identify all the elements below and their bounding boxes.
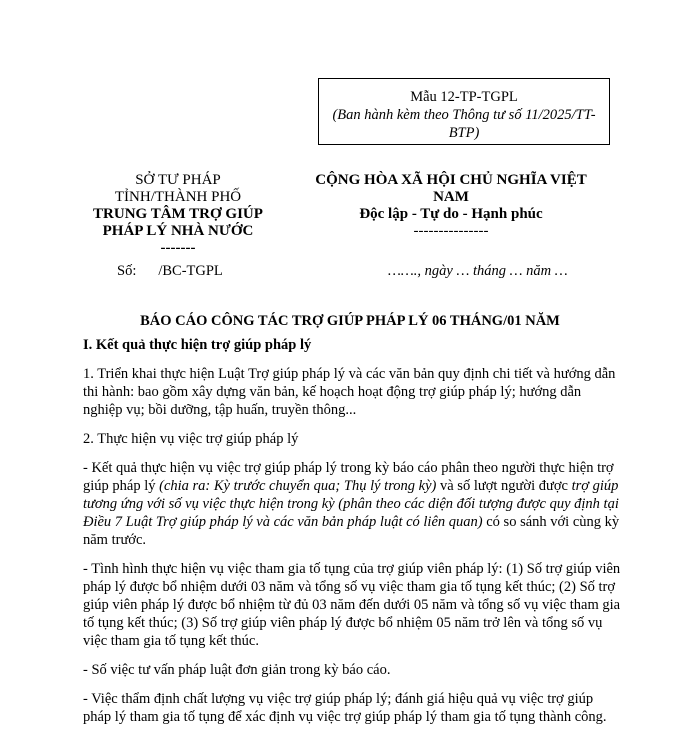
number-label: Số:: [117, 263, 137, 279]
bullet-1-text-c: và số lượt người được: [436, 478, 572, 494]
issued-note-line-1: (Ban hành kèm theo Thông tư số 11/2025/TT-: [332, 107, 596, 123]
issued-note-line-2: BTP): [448, 125, 480, 141]
agency-divider: -------: [160, 240, 196, 256]
report-body: [83, 336, 623, 737]
agency-line-3: TRUNG TÂM TRỢ GIÚP: [93, 206, 263, 222]
national-motto: Độc lập - Tự do - Hạnh phúc: [359, 206, 543, 222]
nation-line-2: NAM: [433, 189, 469, 205]
national-header: [282, 172, 620, 240]
bullet-1-text-d: trợ giúp tương ứng với số vụ việc thực hiện trong kỳ (phân theo các diện đối tượng được quy định tại Điều 7 Luật Trợ giúp pháp lý và các văn bản pháp luật có liên quan): [83, 478, 619, 530]
paragraph-bullet-3: - Số việc tư vấn pháp luật đơn giản trong kỳ báo cáo.: [83, 662, 391, 678]
bullet-1-text-e: có so sánh với cùng kỳ năm trước.: [83, 514, 620, 548]
motto-divider: ---------------: [413, 223, 489, 239]
agency-line-2: TỈNH/THÀNH PHỐ: [114, 189, 242, 205]
paragraph-item-2: 2. Thực hiện vụ việc trợ giúp pháp lý: [83, 431, 299, 447]
paragraph-bullet-2: - Tình hình thực hiện vụ việc tham gia tố tụng của trợ giúp viên pháp lý: (1) Số trợ giúp viên pháp lý được bổ nhiệm dưới 03 năm và tổng số vụ việc tham gia tố tụng kết thúc; (2) Số trợ giúp viên pháp lý được bổ nhiệm từ đủ 03 năm đến dưới 05 năm và tổng số vụ việc tham gia tố tụng kết thúc; (3) Số trợ giúp viên pháp lý được bổ nhiệm 05 năm trở lên và tổng số vụ việc tham gia tố tụng kết thúc.: [83, 561, 621, 649]
paragraph-bullet-4: - Việc thẩm định chất lượng vụ việc trợ giúp pháp lý; đánh giá hiệu quả vụ việc trợ giúp pháp lý tham gia tố tụng để xác định vụ việc trợ giúp pháp lý tham gia tố tụng thành công.: [83, 691, 607, 725]
nation-line-1: CỘNG HÒA XÃ HỘI CHỦ NGHĨA VIỆT: [315, 172, 587, 188]
bullet-1-text-a: - Kết quả thực hiện vụ việc trợ giúp pháp lý trong kỳ báo cáo phân theo người thực hiện trợ giúp pháp lý: [83, 460, 614, 494]
section-heading: I. Kết quả thực hiện trợ giúp pháp lý: [83, 337, 312, 353]
agency-line-1: SỞ TƯ PHÁP: [135, 172, 221, 188]
document-number: [117, 263, 223, 280]
agency-line-4: PHÁP LÝ NHÀ NƯỚC: [102, 223, 254, 239]
report-title: BÁO CÁO CÔNG TÁC TRỢ GIÚP PHÁP LÝ 06 THÁNG/01 NĂM: [140, 313, 560, 329]
paragraph-bullet-1: [83, 459, 623, 549]
paragraph-item-1: 1. Triển khai thực hiện Luật Trợ giúp pháp lý và các văn bản quy định chi tiết và hướng dẫn thi hành: bao gồm xây dựng văn bản, kế hoạch hoạt động trợ giúp pháp lý; hướng dẫn nghiệp vụ; bồi dưỡng, tập huấn, truyền thông...: [83, 366, 616, 418]
date-line: ……., ngày … tháng … năm …: [388, 263, 568, 279]
form-code-box: [318, 78, 610, 145]
form-code: Mẫu 12-TP-TGPL: [410, 89, 518, 105]
agency-header: [80, 172, 276, 257]
bullet-1-text-b: (chia ra: Kỳ trước chuyển qua; Thụ lý trong kỳ): [159, 478, 437, 494]
number-code: /BC-TGPL: [158, 263, 223, 279]
